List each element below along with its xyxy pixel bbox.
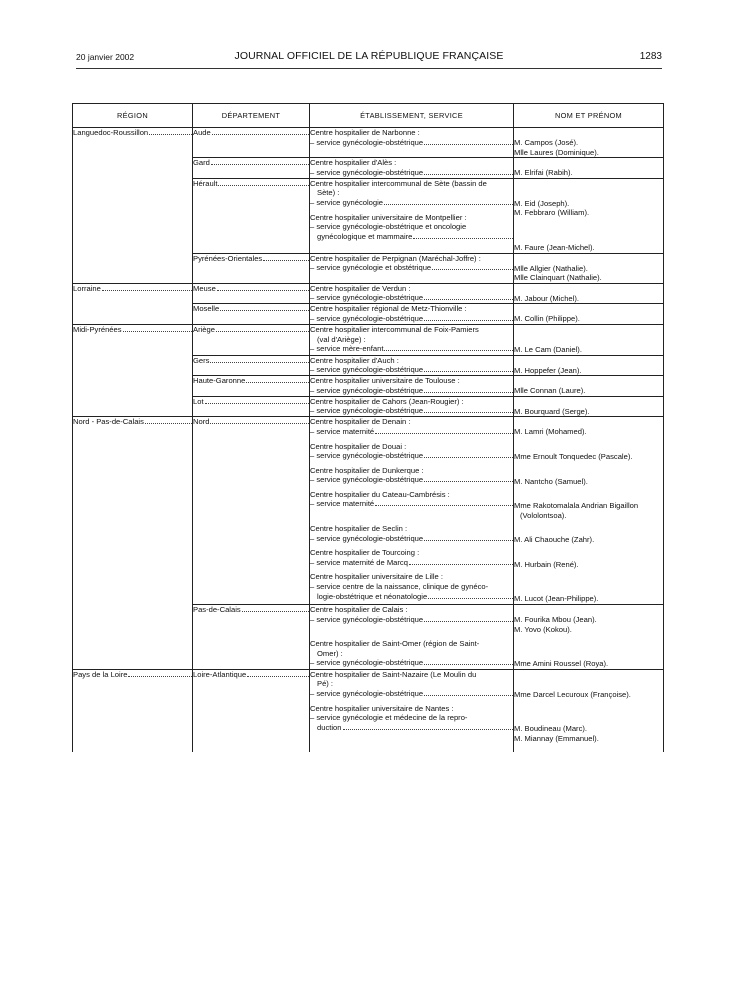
department-name: Haute-Garonne xyxy=(193,376,246,386)
person-name-cont: (Vololontsoa). xyxy=(520,510,567,520)
names-cell xyxy=(514,669,664,743)
department-cell xyxy=(193,283,310,304)
establishment-name-cont: (val d'Ariège) : xyxy=(317,334,366,344)
column-header-nom: NOM ET PRÉNOM xyxy=(514,104,664,128)
establishment-cell xyxy=(310,158,514,179)
department-name: Gard xyxy=(193,158,210,168)
service-name: – service mère-enfant xyxy=(310,344,384,354)
service-name: – service gynécologie-obstétrique xyxy=(310,451,424,461)
names-cell-empty xyxy=(514,744,664,752)
region-cell xyxy=(73,669,193,743)
establishment-name: Centre hospitalier de Denain : xyxy=(310,417,411,427)
person-name: Mlle Laures (Dominique). xyxy=(514,147,599,157)
names-cell xyxy=(514,283,664,304)
region-cell xyxy=(73,283,193,324)
establishment-cell xyxy=(310,417,514,605)
names-cell xyxy=(514,396,664,417)
person-name: M. Fourika Mbou (Jean). xyxy=(514,615,597,625)
department-cell xyxy=(193,158,310,179)
department-name: Aude xyxy=(193,128,211,137)
department-cell xyxy=(193,128,310,158)
establishment-name: Centre hospitalier d'Auch : xyxy=(310,355,399,365)
department-cell xyxy=(193,253,310,283)
establishment-name: Centre hospitalier de Seclin : xyxy=(310,524,408,534)
establishment-name: Centre hospitalier de Tourcoing : xyxy=(310,548,420,558)
department-name: Hérault xyxy=(193,178,218,188)
person-name: Mlle Clainquart (Nathalie). xyxy=(514,273,602,283)
establishment-cell xyxy=(310,355,514,376)
department-cell-empty xyxy=(193,744,310,752)
names-cell xyxy=(514,158,664,179)
person-name: M. Eid (Joseph). xyxy=(514,198,570,208)
establishment-name: Centre hospitalier de Cahors (Jean-Rougier) : xyxy=(310,396,464,406)
nominations-table xyxy=(72,103,664,752)
service-name: – service gynécologie-obstétrique xyxy=(310,167,424,177)
person-name: M. Febbraro (William). xyxy=(514,208,590,218)
names-cell xyxy=(514,178,664,253)
service-name: – service gynécologie-obstétrique xyxy=(310,313,424,323)
table-row-continued xyxy=(73,744,664,752)
service-name: – service maternité de Marcq xyxy=(310,557,408,567)
table-row xyxy=(73,128,664,158)
service-name-cont: gynécologique et mammaire xyxy=(317,231,413,241)
region-cell xyxy=(73,128,193,284)
establishment-name: Centre hospitalier intercommunal de Foix-Pamiers xyxy=(310,324,479,334)
establishment-cell xyxy=(310,324,514,355)
region-name: Midi-Pyrénées xyxy=(73,324,122,334)
establishment-name: Centre hospitalier de Saint-Nazaire (Le Moulin du xyxy=(310,669,477,679)
service-name: – service gynécologie-obstétrique xyxy=(310,293,424,303)
person-name: Mme Amini Roussel (Roya). xyxy=(514,659,609,669)
service-name-cont: logie-obstétrique et néonatologie xyxy=(317,591,428,601)
person-name: Mme Darcel Lecuroux (Françoise). xyxy=(514,689,631,699)
person-name: Mlle Allgier (Nathalie). xyxy=(514,263,588,273)
person-name: M. Hoppefer (Jean). xyxy=(514,365,582,375)
establishment-cell xyxy=(310,283,514,304)
person-name: M. Campos (José). xyxy=(514,138,579,147)
establishment-name-cont: Pé) : xyxy=(317,679,334,689)
establishment-cell xyxy=(310,304,514,325)
page-header xyxy=(76,50,662,66)
names-cell xyxy=(514,376,664,397)
person-name: M. Boudineau (Marc). xyxy=(514,724,588,734)
establishment-name: Centre hospitalier intercommunal de Sète (bassin de xyxy=(310,178,487,188)
department-name: Pyrénées-Orientales xyxy=(193,253,263,263)
region-name: Languedoc-Roussillon xyxy=(73,128,149,137)
service-name: – service gynécologie-obstétrique xyxy=(310,614,424,624)
person-name: M. Bourquard (Serge). xyxy=(514,406,590,416)
service-name: – service gynécologie-obstétrique et oncologie xyxy=(310,222,467,232)
department-cell xyxy=(193,324,310,355)
service-name: – service gynécologie-obstétrique xyxy=(310,406,424,416)
page-number: 1283 xyxy=(639,51,662,62)
establishment-name: Centre hospitalier universitaire de Nantes : xyxy=(310,703,454,713)
names-cell xyxy=(514,128,664,158)
service-name: – service gynécologie-obstétrique xyxy=(310,533,424,543)
department-cell xyxy=(193,605,310,670)
department-name: Gers xyxy=(193,355,210,365)
establishment-cell xyxy=(310,178,514,253)
establishment-name: Centre hospitalier de Verdun : xyxy=(310,283,411,293)
service-name-cont: duction xyxy=(317,722,342,732)
department-cell xyxy=(193,669,310,743)
establishment-name: Centre hospitalier d'Alès : xyxy=(310,158,397,168)
names-cell xyxy=(514,355,664,376)
department-name: Moselle xyxy=(193,304,220,314)
establishment-name: Centre hospitalier universitaire de Toulouse : xyxy=(310,376,460,386)
service-name: – service gynécologie xyxy=(310,197,384,207)
names-cell xyxy=(514,417,664,605)
establishment-name-cont: Sète) : xyxy=(317,188,340,198)
journal-title: JOURNAL OFFICIEL DE LA RÉPUBLIQUE FRANÇAISE xyxy=(234,50,504,62)
establishment-name: Centre hospitalier universitaire de Lille : xyxy=(310,572,443,582)
establishment-cell xyxy=(310,128,514,158)
person-name: M. Collin (Philippe). xyxy=(514,314,580,324)
establishment-name: Centre hospitalier régional de Metz-Thionville : xyxy=(310,304,467,314)
department-cell xyxy=(193,417,310,605)
region-cell xyxy=(73,417,193,670)
region-cell-empty xyxy=(73,744,193,752)
person-name: M. Miannay (Emmanuel). xyxy=(514,734,599,744)
service-name: – service centre de la naissance, clinique de gynéco- xyxy=(310,582,489,592)
service-name: – service gynécologie-obstétrique xyxy=(310,365,424,375)
names-cell xyxy=(514,605,664,670)
service-name: – service maternité xyxy=(310,499,375,509)
establishment-name-cont: Omer) : xyxy=(317,648,343,658)
department-name: Nord xyxy=(193,417,210,427)
establishment-cell xyxy=(310,396,514,417)
service-name: – service gynécologie-obstétrique xyxy=(310,475,424,485)
establishment-cell xyxy=(310,253,514,283)
person-name: M. Yovo (Kokou). xyxy=(514,624,572,634)
establishment-name: Centre hospitalier de Perpignan (Maréchal-Joffre) : xyxy=(310,253,481,263)
person-name: M. Nantcho (Samuel). xyxy=(514,476,588,486)
service-name: – service maternité xyxy=(310,426,375,436)
service-name: – service gynécologie-obstétrique xyxy=(310,658,424,668)
table-row xyxy=(73,417,664,605)
department-cell xyxy=(193,355,310,376)
service-name: – service gynécologie-obstétrique xyxy=(310,385,424,395)
establishment-name: Centre hospitalier du Cateau-Cambrésis : xyxy=(310,489,450,499)
department-cell xyxy=(193,304,310,325)
establishment-cell xyxy=(310,376,514,397)
person-name: M. Ali Chaouche (Zahr). xyxy=(514,535,595,545)
table-row xyxy=(73,669,664,743)
establishment-cell xyxy=(310,605,514,670)
person-name: M. Lucot (Jean-Philippe). xyxy=(514,594,599,604)
names-cell xyxy=(514,324,664,355)
region-name: Pays de la Loire xyxy=(73,669,128,679)
department-cell xyxy=(193,178,310,253)
region-name: Nord - Pas-de-Calais xyxy=(73,417,144,427)
person-name: M. Jabour (Michel). xyxy=(514,293,579,303)
establishment-name: Centre hospitalier de Douai : xyxy=(310,441,407,451)
names-cell xyxy=(514,253,664,283)
department-name: Meuse xyxy=(193,283,216,293)
region-cell xyxy=(73,324,193,416)
establishment-cell-empty xyxy=(310,744,514,752)
establishment-name: Centre hospitalier de Dunkerque : xyxy=(310,465,424,475)
column-header-departement: DÉPARTEMENT xyxy=(193,104,310,128)
header-date: 20 janvier 2002 xyxy=(76,52,135,62)
header-rule xyxy=(76,68,662,69)
department-cell xyxy=(193,376,310,397)
department-name: Pas-de-Calais xyxy=(193,605,241,615)
establishment-name: Centre hospitalier de Narbonne : xyxy=(310,128,420,137)
person-name: Mme Rakotomalala Andrian Bigaillon xyxy=(514,501,639,511)
region-name: Lorraine xyxy=(73,283,101,293)
service-name: – service gynécologie-obstétrique xyxy=(310,137,424,147)
department-name: Ariège xyxy=(193,324,215,334)
person-name: Mme Ernoult Tonquedec (Pascale). xyxy=(514,451,633,461)
person-name: M. Elrifai (Rabih). xyxy=(514,168,573,178)
department-cell xyxy=(193,396,310,417)
person-name: M. Le Cam (Daniel). xyxy=(514,344,582,354)
service-name: – service gynécologie et médecine de la repro- xyxy=(310,713,468,723)
establishment-name: Centre hospitalier de Saint-Omer (région de Saint- xyxy=(310,639,480,649)
column-header-region: RÉGION xyxy=(73,104,193,128)
column-header-etablissement: ÉTABLISSEMENT, SERVICE xyxy=(310,104,514,128)
person-name: M. Hurbain (René). xyxy=(514,559,579,569)
names-cell xyxy=(514,304,664,325)
department-name: Loire-Atlantique xyxy=(193,669,247,679)
person-name: M. Lamri (Mohamed). xyxy=(514,427,587,437)
department-name: Lot xyxy=(193,396,204,406)
establishment-cell xyxy=(310,669,514,743)
table-row xyxy=(73,324,664,355)
service-name: – service gynécologie et obstétrique xyxy=(310,263,432,273)
person-name: Mlle Connan (Laure). xyxy=(514,386,586,396)
person-name: M. Faure (Jean-Michel). xyxy=(514,242,595,252)
establishment-name: Centre hospitalier universitaire de Montpellier : xyxy=(310,212,467,222)
table-row xyxy=(73,283,664,304)
establishment-name: Centre hospitalier de Calais : xyxy=(310,605,408,615)
service-name: – service gynécologie-obstétrique xyxy=(310,689,424,699)
table-header-row xyxy=(73,104,664,128)
